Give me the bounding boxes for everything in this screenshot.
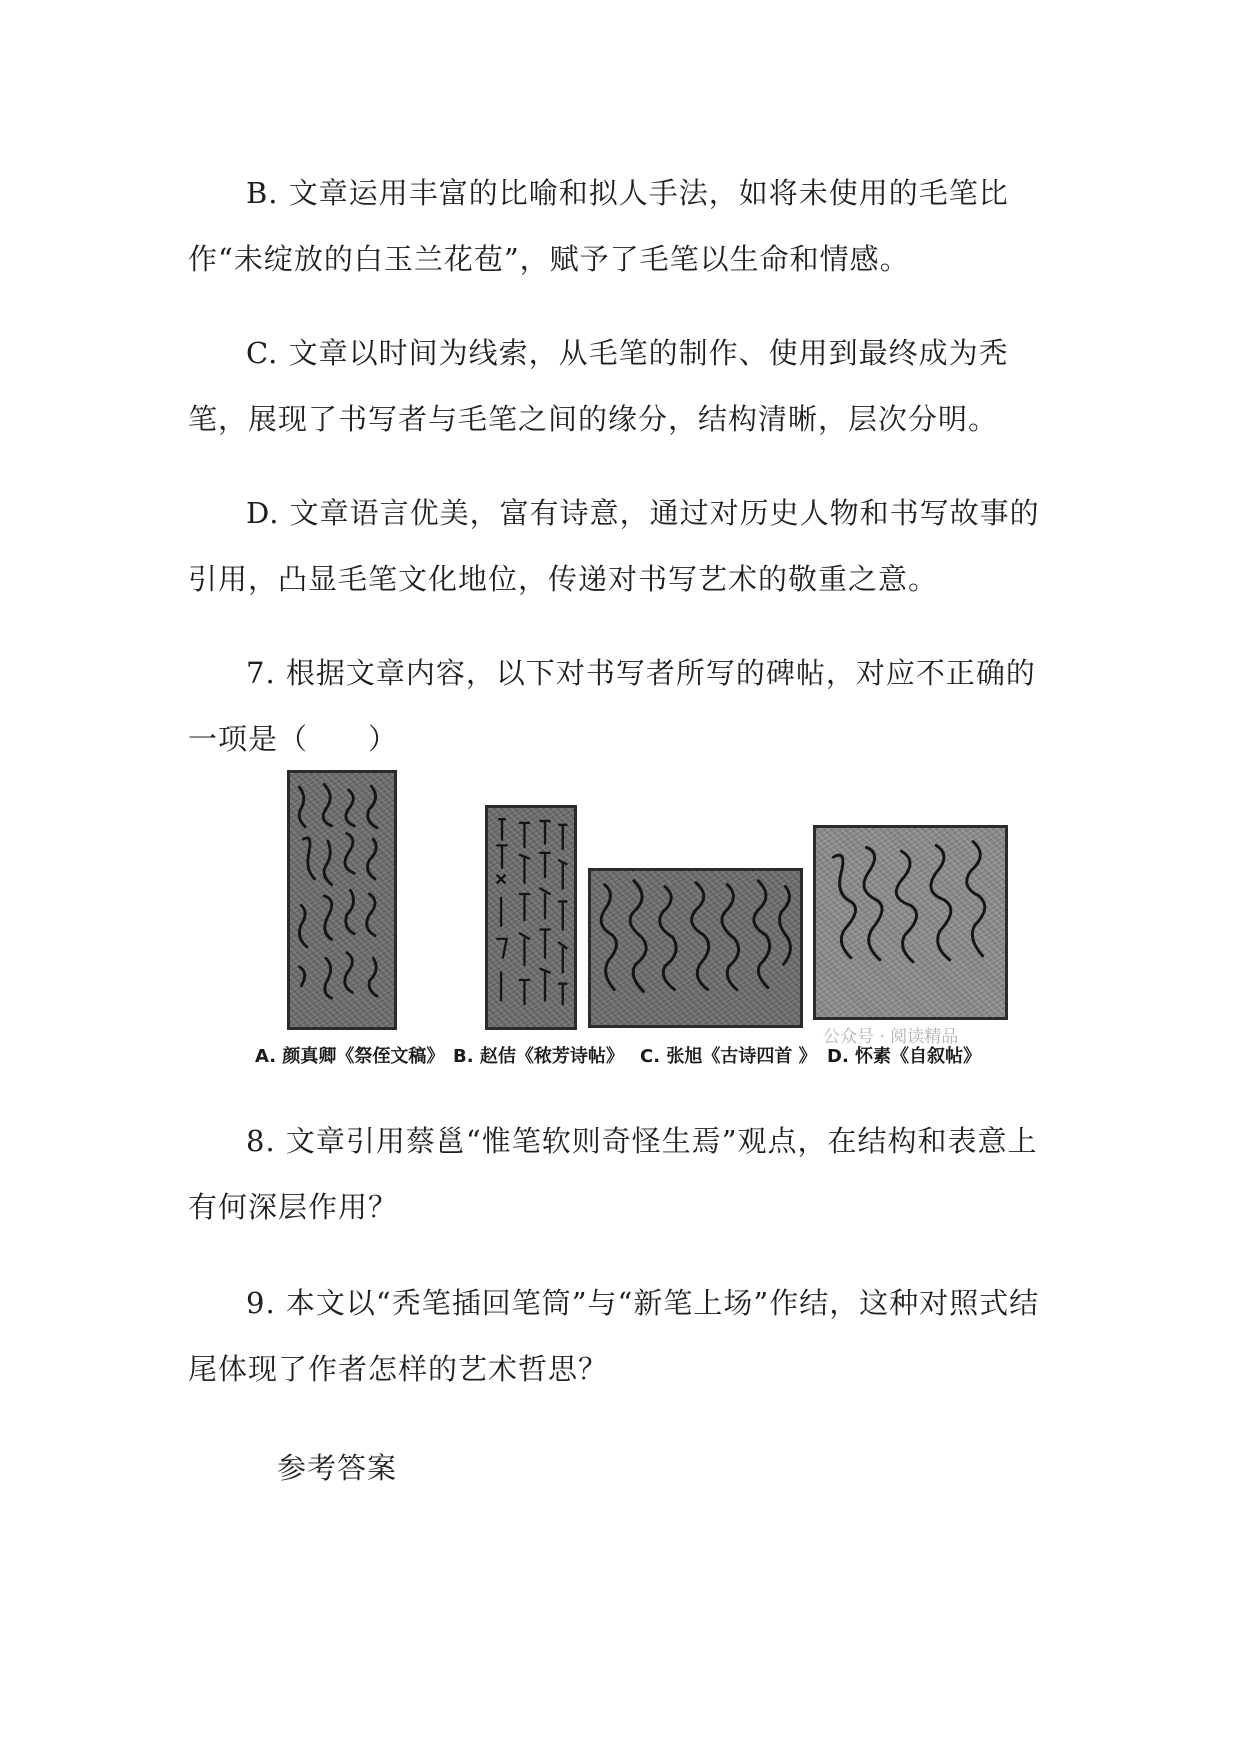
- watermark-text: 公众号 · 阅读精品: [823, 1027, 959, 1047]
- question-8: 8. 文章引用蔡邕“惟笔软则奇怪生焉”观点，在结构和表意上有何深层作用？: [188, 1124, 1038, 1224]
- rubbing-a-image: [287, 770, 397, 1030]
- caption-c: C. 张旭《古诗四首 》: [640, 1046, 817, 1067]
- caption-b: B. 赵佶《秾芳诗帖》: [453, 1046, 624, 1067]
- option-b-text: B. 文章运用丰富的比喻和拟人手法，如将未使用的毛笔比作“未绽放的白玉兰花苞”，赋予了毛笔以生命和情感。: [188, 176, 1009, 276]
- option-c-text: C. 文章以时间为线索，从毛笔的制作、使用到最终成为秃笔，展现了书写者与毛笔之间的缘分，结构清晰，层次分明。: [188, 336, 1009, 436]
- option-d-text: D. 文章语言优美，富有诗意，通过对历史人物和书写故事的引用，凸显毛笔文化地位，传递对书写艺术的敬重之意。: [188, 496, 1040, 596]
- question-7: 7. 根据文章内容，以下对书写者所写的碑帖，对应不正确的一项是（ ）: [188, 656, 1036, 756]
- calligraphy-figure: [255, 770, 1045, 1070]
- question-9: 9. 本文以“秃笔插回笔筒”与“新笔上场”作结，这种对照式结尾体现了作者怎样的艺术哲思？: [188, 1286, 1040, 1386]
- rubbing-c-image: [588, 868, 803, 1028]
- caption-d: D. 怀素《自叙帖》: [827, 1046, 982, 1067]
- rubbing-d-image: [813, 825, 1008, 1020]
- answer-heading: 参考答案: [277, 1451, 398, 1485]
- rubbing-b-image: [485, 805, 577, 1030]
- caption-a: A. 颜真卿《祭侄文稿》: [255, 1046, 445, 1067]
